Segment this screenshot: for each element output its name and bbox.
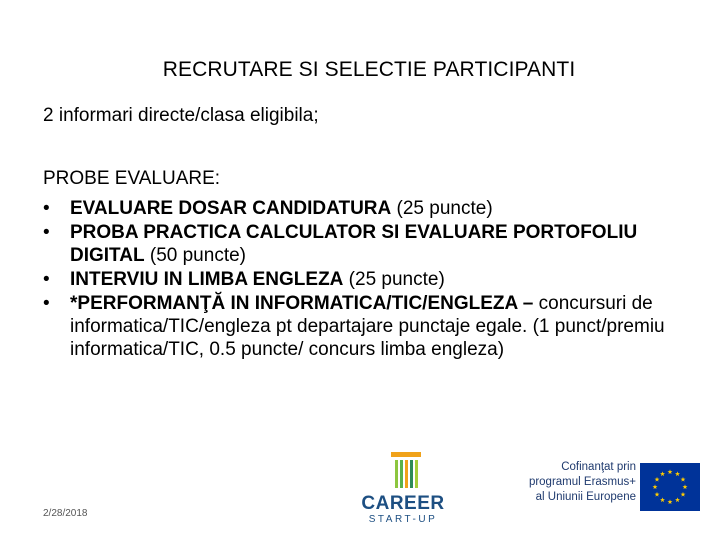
item-normal-text: (25 puncte) — [391, 198, 493, 219]
list-item — [43, 292, 683, 361]
career-bars-icon — [391, 452, 421, 490]
section-heading: PROBE EVALUARE: — [43, 168, 221, 189]
item-bold-text: PROBA PRACTICA CALCULATOR SI EVALUARE PORTOFOLIU DIGITAL — [70, 222, 638, 266]
career-word: CAREER — [361, 493, 445, 514]
list-item — [43, 197, 683, 220]
evaluation-list — [43, 197, 683, 362]
item-normal-text: (50 puncte) — [144, 245, 246, 266]
slide-date: 2/28/2018 — [43, 508, 88, 519]
info-line: 2 informari directe/clasa eligibila; — [43, 105, 319, 126]
list-item — [43, 221, 683, 267]
eu-text-line: al Uniunii Europene — [535, 491, 636, 503]
slide-title: RECRUTARE SI SELECTIE PARTICIPANTI — [162, 58, 576, 81]
item-bold-text: EVALUARE DOSAR CANDIDATURA — [70, 198, 392, 219]
item-bold-text: *PERFORMANŢĂ IN INFORMATICA/TIC/ENGLEZA – — [70, 293, 534, 314]
eu-flag-icon — [640, 463, 700, 511]
item-normal-text: (25 puncte) — [343, 269, 445, 290]
eu-cofunding-text — [520, 460, 636, 505]
career-startup-logo — [358, 452, 448, 528]
item-bold-text: INTERVIU IN LIMBA ENGLEZA — [70, 269, 344, 290]
bullet-marker: • — [43, 222, 50, 243]
startup-word: START-UP — [368, 514, 438, 525]
bullet-marker: • — [43, 269, 50, 290]
eu-text-line: Cofinanţat prin — [561, 461, 636, 473]
bullet-marker: • — [43, 293, 50, 314]
list-item — [43, 268, 683, 291]
item-normal-text: concursuri de informatica/TIC/engleza pt departajare punctaje egale. (1 punct/premiu informatica/TIC, 0.5 puncte/ concurs limba engleza) — [70, 293, 665, 360]
bullet-marker: • — [43, 198, 50, 219]
eu-text-line: programul Erasmus+ — [528, 476, 636, 488]
